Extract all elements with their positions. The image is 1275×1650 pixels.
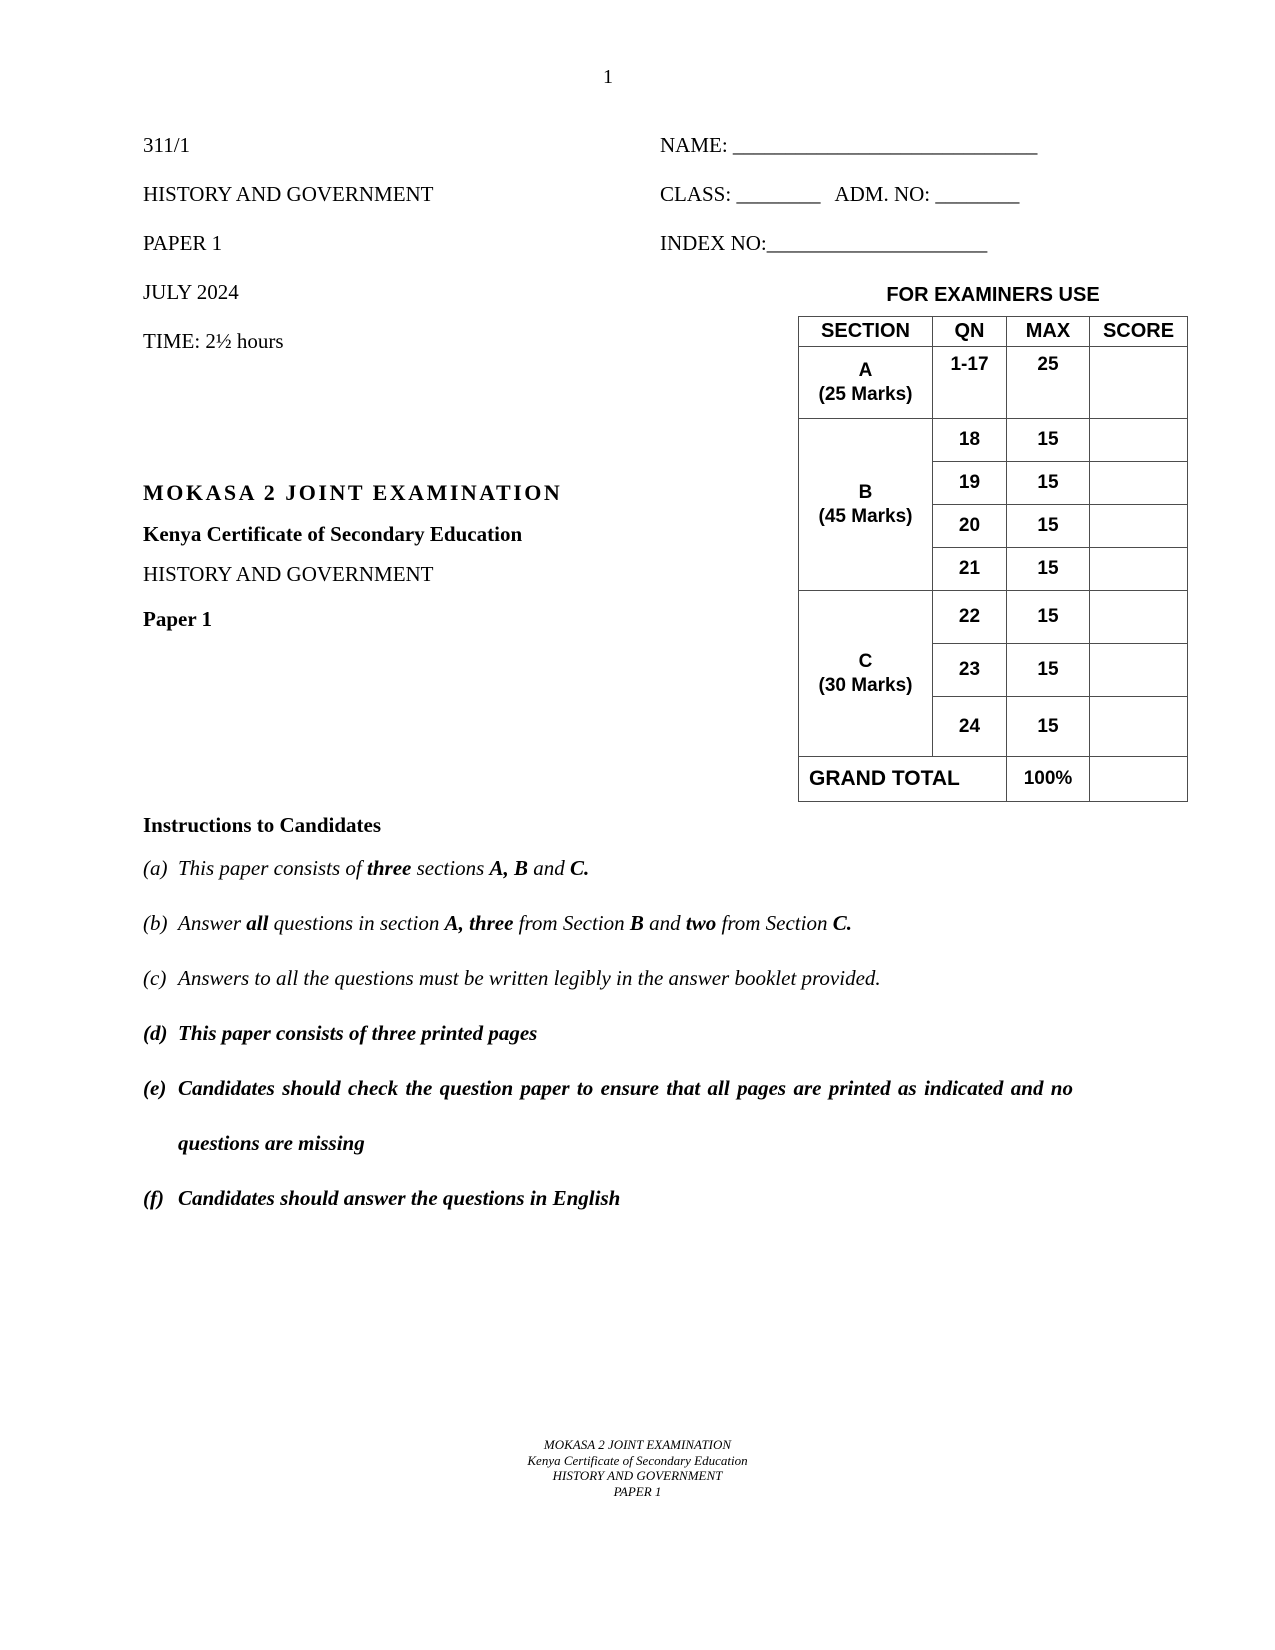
score-cell <box>1090 419 1188 462</box>
col-header-section: SECTION <box>799 317 933 347</box>
table-row <box>799 419 1188 462</box>
score-cell <box>1090 548 1188 591</box>
paper-code: 311/1 <box>143 133 191 157</box>
exam-certificate: Kenya Certificate of Secondary Education <box>143 522 523 546</box>
page-footer <box>0 1437 1275 1499</box>
index-row <box>660 219 1037 268</box>
max-cell: 25 <box>1007 347 1090 419</box>
paper-subject: HISTORY AND GOVERNMENT <box>143 182 434 206</box>
max-cell: 15 <box>1007 548 1090 591</box>
max-cell: 15 <box>1007 462 1090 505</box>
max-cell: 15 <box>1007 591 1090 644</box>
instruction-item-c <box>143 951 1073 1006</box>
section-c-label: C <box>858 650 873 672</box>
instruction-text: Answers to all the questions must be written legibly in the answer booklet provided. <box>178 966 881 990</box>
qn-cell: 23 <box>933 644 1007 697</box>
examiners-table-title: FOR EXAMINERS USE <box>886 284 1100 306</box>
paper-date: JULY 2024 <box>143 280 239 304</box>
exam-subject: HISTORY AND GOVERNMENT <box>143 562 434 586</box>
index-no-blank: _____________________ <box>766 231 988 255</box>
instruction-label: (c) <box>143 966 167 990</box>
instruction-item-a <box>143 841 1073 896</box>
instruction-text: Candidates should answer the questions in English <box>178 1186 621 1210</box>
instruction-item-d <box>143 1006 1073 1061</box>
col-header-max: MAX <box>1007 317 1090 347</box>
score-cell <box>1090 347 1188 419</box>
section-c-cell <box>799 591 933 757</box>
qn-cell: 18 <box>933 419 1007 462</box>
exam-paper-number: Paper 1 <box>143 607 213 631</box>
grand-total-max: 100% <box>1007 757 1090 802</box>
adm-no-label: ADM. NO: <box>834 182 936 206</box>
instruction-text: Candidates should check the question paper to ensure that all pages are printed as indicated and no questions are missing <box>178 1076 1073 1155</box>
instruction-text: Answer all questions in section A, three from Section B and two from Section C. <box>178 911 852 935</box>
exam-title-block <box>143 481 562 631</box>
col-header-qn: QN <box>933 317 1007 347</box>
paper-header-left <box>143 121 434 366</box>
grand-total-label: GRAND TOTAL <box>799 757 1007 802</box>
instruction-label: (a) <box>143 856 168 880</box>
instructions-section <box>143 812 1073 1226</box>
table-row <box>799 347 1188 419</box>
class-label: CLASS: <box>660 182 737 206</box>
index-no-label: INDEX NO: <box>660 231 767 255</box>
section-c-marks: (30 Marks) <box>818 674 913 696</box>
score-cell <box>1090 591 1188 644</box>
table-row <box>799 591 1188 644</box>
qn-cell: 21 <box>933 548 1007 591</box>
instruction-item-e <box>143 1061 1073 1171</box>
col-header-score: SCORE <box>1090 317 1188 347</box>
section-b-label: B <box>858 481 873 503</box>
instruction-text: This paper consists of three printed pages <box>178 1021 538 1045</box>
footer-subject: HISTORY AND GOVERNMENT <box>552 1468 723 1483</box>
footer-paper: PAPER 1 <box>613 1483 662 1499</box>
score-cell <box>1090 505 1188 548</box>
candidate-details <box>660 121 1037 268</box>
score-cell <box>1090 697 1188 757</box>
examiners-table <box>798 316 1188 802</box>
qn-cell: 20 <box>933 505 1007 548</box>
examiners-use-section <box>798 284 1188 802</box>
max-cell: 15 <box>1007 697 1090 757</box>
paper-time: TIME: 2½ hours <box>143 329 284 353</box>
section-a-cell <box>799 347 933 419</box>
name-row <box>660 121 1037 170</box>
instruction-label: (e) <box>143 1076 167 1100</box>
table-header-row <box>799 317 1188 347</box>
section-a-marks: (25 Marks) <box>818 383 913 405</box>
instruction-item-f <box>143 1171 1073 1226</box>
section-b-marks: (45 Marks) <box>818 505 913 527</box>
section-b-cell <box>799 419 933 591</box>
max-cell: 15 <box>1007 644 1090 697</box>
class-blank: ________ <box>736 182 821 206</box>
max-cell: 15 <box>1007 419 1090 462</box>
instructions-heading: Instructions to Candidates <box>143 813 382 837</box>
adm-no-blank: ________ <box>935 182 1020 206</box>
score-cell <box>1090 462 1188 505</box>
score-cell <box>1090 757 1188 802</box>
qn-cell: 22 <box>933 591 1007 644</box>
class-adm-row <box>660 170 1037 219</box>
paper-number: PAPER 1 <box>143 231 223 255</box>
section-a-label: A <box>858 359 873 381</box>
instruction-text: This paper consists of three sections A, B and C. <box>178 856 590 880</box>
name-blank: _____________________________ <box>732 133 1038 157</box>
footer-certificate: Kenya Certificate of Secondary Education <box>527 1452 748 1468</box>
page-number: 1 <box>603 66 613 88</box>
name-label: NAME: <box>660 133 733 157</box>
max-cell: 15 <box>1007 505 1090 548</box>
qn-cell: 1-17 <box>933 347 1007 419</box>
instruction-label: (f) <box>143 1186 164 1210</box>
footer-exam-title: MOKASA 2 JOINT EXAMINATION <box>543 1437 732 1452</box>
qn-cell: 19 <box>933 462 1007 505</box>
exam-title: MOKASA 2 JOINT EXAMINATION <box>143 480 563 505</box>
instruction-label: (d) <box>143 1021 168 1045</box>
instruction-label: (b) <box>143 911 168 935</box>
grand-total-row <box>799 757 1188 802</box>
score-cell <box>1090 644 1188 697</box>
instruction-item-b <box>143 896 1073 951</box>
qn-cell: 24 <box>933 697 1007 757</box>
